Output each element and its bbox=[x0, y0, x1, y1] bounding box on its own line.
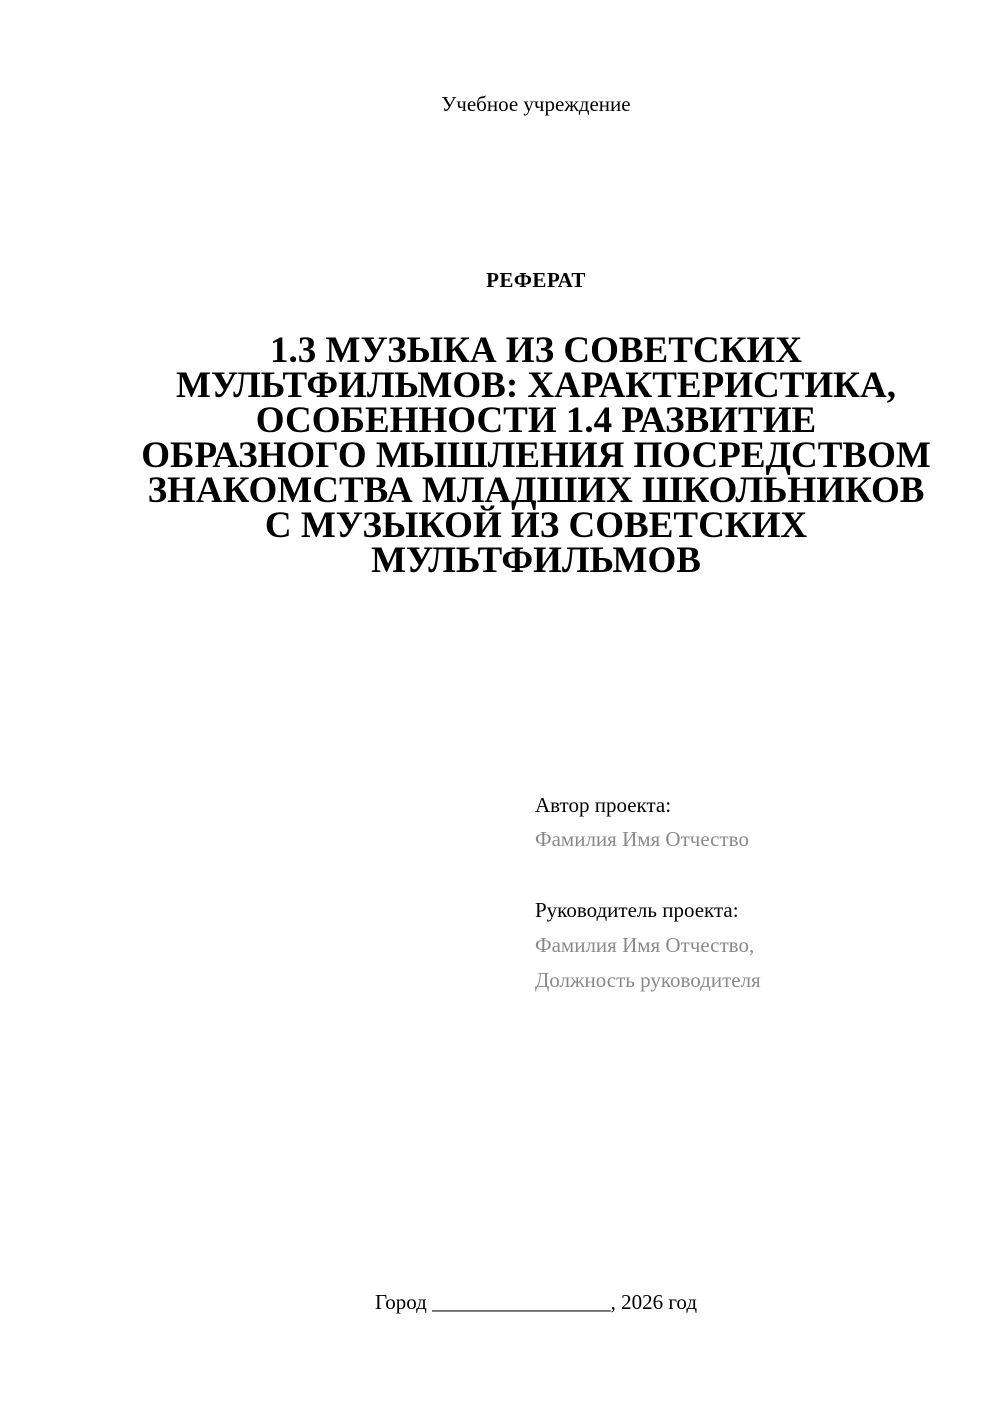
document-title: 1.3 МУЗЫКА ИЗ СОВЕТСКИХ МУЛЬТФИЛЬМОВ: ХАРАКТЕРИСТИКА, ОСОБЕННОСТИ 1.4 РАЗВИТИЕ ОБРАЗНОГО МЫШЛЕНИЯ ПОСРЕДСТВОМ ЗНАКОМСТВА МЛАДШИХ ШКОЛЬНИКОВ С МУЗЫКОЙ ИЗ СОВЕТСКИХ МУЛЬТФИЛЬМОВ bbox=[141, 330, 931, 581]
institution-name: Учебное учреждение bbox=[441, 92, 631, 116]
document-type: РЕФЕРАТ bbox=[486, 268, 586, 292]
author-block bbox=[535, 788, 975, 856]
supervisor-block bbox=[535, 893, 975, 998]
supervisor-name: Фамилия Имя Отчество, bbox=[535, 933, 755, 957]
author-name: Фамилия Имя Отчество bbox=[535, 827, 749, 851]
supervisor-label: Руководитель проекта: bbox=[535, 898, 739, 922]
city-year-line: Город _________________, 2026 год bbox=[374, 1290, 698, 1314]
supervisor-position: Должность руководителя bbox=[535, 968, 761, 992]
author-label: Автор проекта: bbox=[535, 793, 672, 817]
